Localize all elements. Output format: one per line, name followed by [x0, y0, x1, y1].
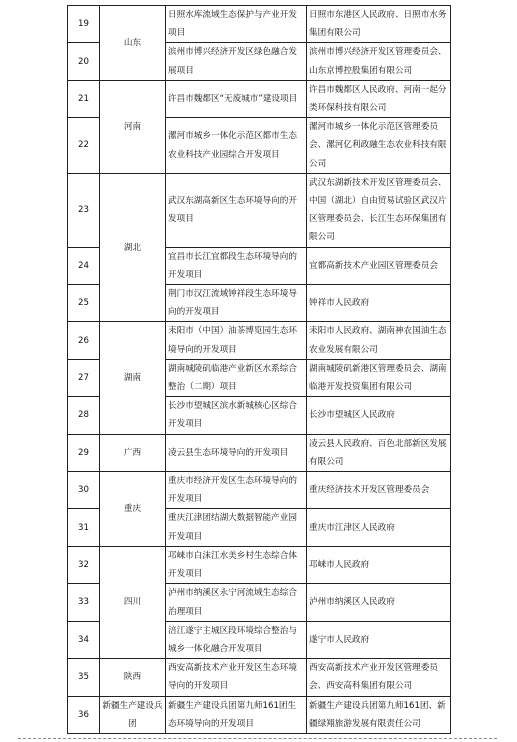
implementing-unit: 武汉东湖新技术开发区管理委员会、中国（湖北）自由贸易试验区武汉片区管理委员会、长江生态环保集团有限公司 — [307, 173, 451, 247]
project-name: 宜昌市长江宜都段生态环境导向的开发项目 — [166, 247, 307, 284]
project-name: 荆门市汉江流域钟祥段生态环境导向的开发项目 — [166, 285, 307, 322]
project-name: 凌云县生态环境导向的开发项目 — [166, 434, 307, 471]
row-number: 34 — [68, 621, 100, 658]
province-cell: 湖南 — [100, 322, 166, 434]
province-cell: 新疆生产建设兵团 — [100, 696, 166, 733]
implementing-unit: 宜都高新技术产业园区管理委员会 — [307, 247, 451, 284]
project-name: 邛崃市白沫江水美乡村生态综合体开发项目 — [166, 546, 307, 583]
row-number: 20 — [68, 43, 100, 80]
province-cell: 陕西 — [100, 659, 166, 696]
implementing-unit: 邛崃市人民政府 — [307, 546, 451, 583]
implementing-unit: 长沙市望城区人民政府 — [307, 397, 451, 434]
table-row — [68, 80, 451, 117]
row-number: 24 — [68, 247, 100, 284]
project-name: 泸州市纳溪区永宁河流域生态综合治理项目 — [166, 584, 307, 621]
province-cell: 湖北 — [100, 173, 166, 322]
row-number: 21 — [68, 80, 100, 117]
row-number: 31 — [68, 509, 100, 546]
province-cell: 河南 — [100, 80, 166, 173]
table-row — [68, 322, 451, 359]
implementing-unit: 日照市东港区人民政府、日照市水务集团有限公司 — [307, 6, 451, 43]
implementing-unit: 西安高新技术产业开发区管理委员会、西安高科集团有限公司 — [307, 659, 451, 696]
table-row — [68, 173, 451, 247]
implementing-unit: 滨州市博兴经济开发区管理委员会、山东京博控股集团有限公司 — [307, 43, 451, 80]
project-name: 新疆生产建设兵团第九师161团生态环境导向的开发项目 — [166, 696, 307, 733]
table-row — [68, 696, 451, 733]
project-name: 长沙市望城区滨水新城核心区综合开发项目 — [166, 397, 307, 434]
row-number: 22 — [68, 118, 100, 174]
project-name: 日照水库流域生态保护与产业开发项目 — [166, 6, 307, 43]
row-number: 29 — [68, 434, 100, 471]
implementing-unit: 新疆生产建设兵团第九师161团、新疆绿翔旅游发展有限责任公司 — [307, 696, 451, 733]
project-name: 滨州市博兴经济开发区绿色融合发展项目 — [166, 43, 307, 80]
implementing-unit: 泸州市纳溪区人民政府 — [307, 584, 451, 621]
row-number: 26 — [68, 322, 100, 359]
project-name: 漯河市城乡一体化示范区都市生态农业科技产业园综合开发项目 — [166, 118, 307, 174]
row-number: 30 — [68, 472, 100, 509]
page-divider — [18, 738, 497, 739]
project-name: 重庆江津团结湖大数据智能产业园开发项目 — [166, 509, 307, 546]
implementing-unit: 湖南城陵矶新港区管理委员会、湖南临港开发投资集团有限公司 — [307, 359, 451, 396]
table-row — [68, 659, 451, 696]
project-name: 西安高新技术产业开发区生态环境导向的开发项目 — [166, 659, 307, 696]
table-row — [68, 434, 451, 471]
province-cell: 山东 — [100, 6, 166, 81]
project-name: 重庆市经济开发区生态环境导向的开发项目 — [166, 472, 307, 509]
implementing-unit: 重庆经济技术开发区管理委员会 — [307, 472, 451, 509]
implementing-unit: 许昌市魏都区人民政府、河南一起分类环保科技有限公司 — [307, 80, 451, 117]
implementing-unit: 凌云县人民政府、百色北部新区发展有限公司 — [307, 434, 451, 471]
table-row — [68, 546, 451, 583]
row-number: 19 — [68, 6, 100, 43]
implementing-unit: 耒阳市人民政府、湖南神农国油生态农业发展有限公司 — [307, 322, 451, 359]
project-name: 武汉东湖高新区生态环境导向的开发项目 — [166, 173, 307, 247]
project-name: 许昌市魏都区“无废城市”建设项目 — [166, 80, 307, 117]
row-number: 32 — [68, 546, 100, 583]
project-table — [67, 5, 451, 734]
row-number: 33 — [68, 584, 100, 621]
table-row — [68, 472, 451, 509]
row-number: 25 — [68, 285, 100, 322]
implementing-unit: 钟祥市人民政府 — [307, 285, 451, 322]
project-name: 耒阳市（中国）油茶博览园生态环境导向的开发项目 — [166, 322, 307, 359]
implementing-unit: 重庆市江津区人民政府 — [307, 509, 451, 546]
province-cell: 广西 — [100, 434, 166, 471]
table-row — [68, 6, 451, 43]
implementing-unit: 遂宁市人民政府 — [307, 621, 451, 658]
row-number: 36 — [68, 696, 100, 733]
row-number: 28 — [68, 397, 100, 434]
row-number: 23 — [68, 173, 100, 247]
implementing-unit: 漯河市城乡一体化示范区管理委员会、漯河亿利政融生态农业科技有限公司 — [307, 118, 451, 174]
project-name: 涪江遂宁主城区段环境综合整治与城乡一体化融合开发项目 — [166, 621, 307, 658]
project-name: 湖南城陵矶临港产业新区水系综合整治（二期）项目 — [166, 359, 307, 396]
row-number: 27 — [68, 359, 100, 396]
province-cell: 重庆 — [100, 472, 166, 547]
province-cell: 四川 — [100, 546, 166, 658]
row-number: 35 — [68, 659, 100, 696]
